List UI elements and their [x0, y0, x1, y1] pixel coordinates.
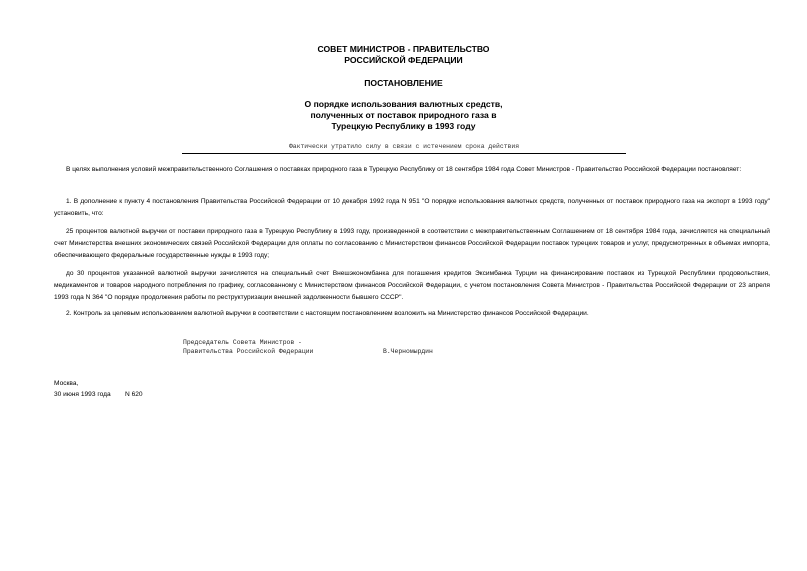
title-line-2: полученных от поставок природного газа в — [310, 110, 497, 120]
signature-position-line-1: Председатель Совета Министров - — [183, 339, 302, 346]
document-title — [0, 99, 807, 132]
issuer-line-2: РОССИЙСКОЙ ФЕДЕРАЦИИ — [344, 55, 463, 65]
footer-place: Москва, — [54, 380, 79, 387]
footer-number: N 620 — [125, 391, 143, 398]
paragraph-1-part-1: 25 процентов валютной выручки от поставки природного газа в Турецкую Республику в 1993 году, произведенной в соответствии с межправительственным Соглашением от 18 сентября 1984 года, зачисляется на специальный счет Министерства внешних экономических связей Российской Федерации для оплаты по согласованию с Министерством финансов Российской Федерации поставок турецких товаров и услуг, предусмотренных в объемах импорта, обеспечивающего федеральные государственные нужды в 1993 году; — [54, 228, 770, 259]
signature-position-line-2: Правительства Российской Федерации — [183, 348, 314, 355]
paragraph-1-part-2: до 30 процентов указанной валютной выручки зачисляется на специальный счет Внешэкономбанка для погашения кредитов Эксимбанка Турции на финансирование поставок из Турецкой Республики продовольствия, медикаментов и товаров народного потребления по графику, согласованному с Министерством финансов Российской Федерации, с учетом постановления Совета Министров - Правительства Российской Федерации от 23 апреля 1993 года N 364 "О порядке продолжения работы по реструктуризации внешней задолженности бывшего СССР". — [54, 270, 770, 301]
issuer-line-1: СОВЕТ МИНИСТРОВ - ПРАВИТЕЛЬСТВО — [317, 44, 490, 54]
paragraph-1: 1. В дополнение к пункту 4 постановления Правительства Российской Федерации от 10 декабря 1992 года N 951 "О порядке использования валютных средств, полученных от поставок природного газа на экспорт в 1993 году" установить, что: — [54, 198, 770, 217]
paragraph-preamble: В целях выполнения условий межправительственного Соглашения о поставках природного газа в Турецкую Республику от 18 сентября 1984 года Совет Министров - Правительство Российской Федерации постановляет: — [66, 166, 742, 173]
status-note: Фактически утратило силу в связи с истечением срока действия — [182, 142, 626, 154]
document-type-label: ПОСТАНОВЛЕНИЕ — [364, 78, 443, 88]
document-type — [0, 78, 807, 89]
title-line-1: О порядке использования валютных средств, — [304, 99, 503, 109]
paragraph-2: 2. Контроль за целевым использованием валютной выручки в соответствии с настоящим постановлением возложить на Министерство финансов Российской Федерации. — [66, 310, 589, 317]
title-line-3: Турецкую Республику в 1993 году — [331, 121, 476, 131]
issuer-block — [0, 44, 807, 66]
signature-name: В.Черномырдин — [383, 348, 433, 355]
footer-date: 30 июня 1993 года — [54, 391, 111, 398]
